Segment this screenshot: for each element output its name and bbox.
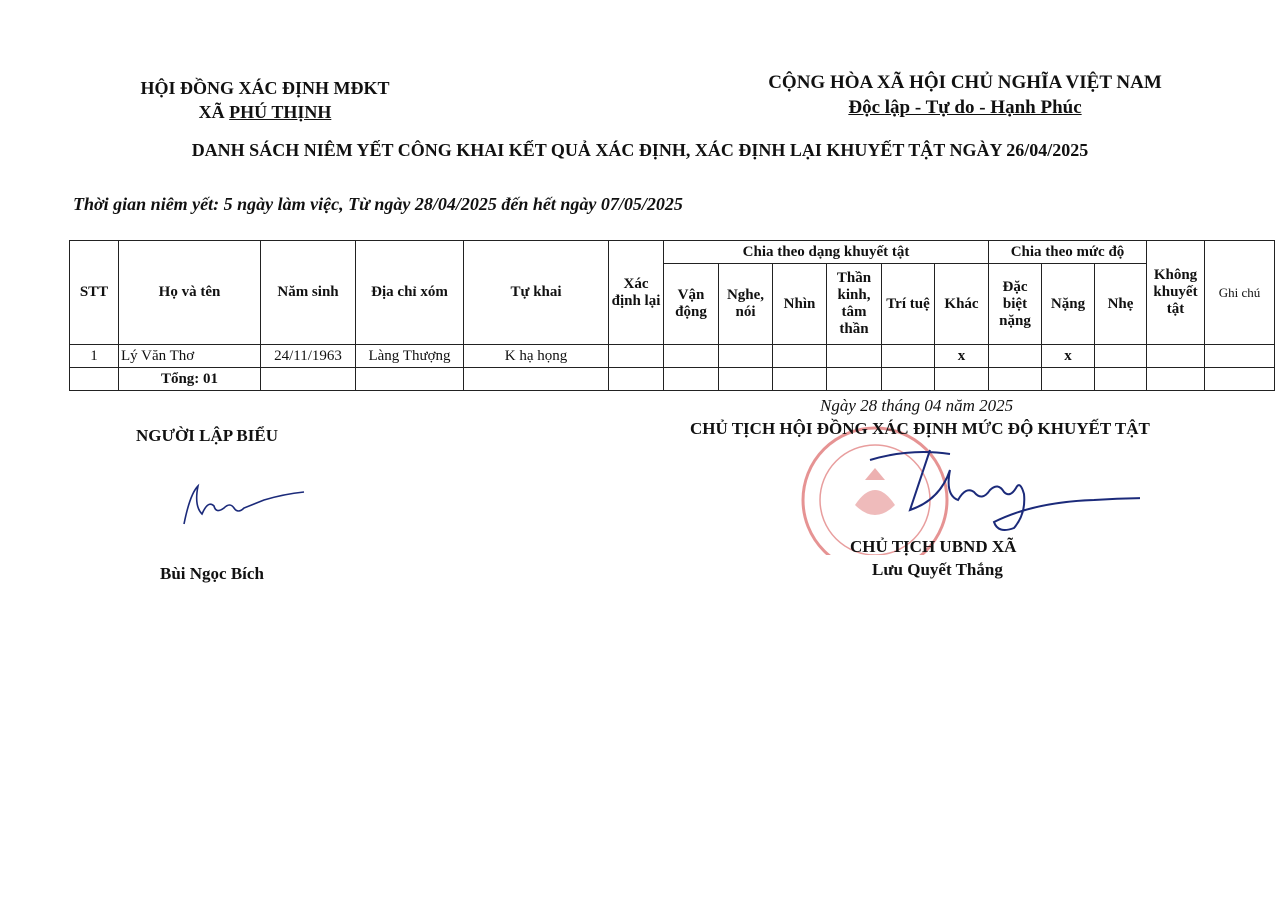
total-row	[70, 368, 1275, 391]
header-mobility: Vận động	[664, 264, 719, 345]
header-declared: Tự khai	[464, 241, 609, 345]
creator-name: Bùi Ngọc Bích	[160, 564, 264, 583]
total-empty-cell	[70, 368, 119, 391]
header-very-severe: Đặc biệt nặng	[989, 264, 1042, 345]
header-group-level: Chia theo mức độ	[989, 241, 1147, 264]
cell-vision	[773, 345, 827, 368]
cell-mild	[1095, 345, 1147, 368]
cell-neuro-mental	[827, 345, 882, 368]
cell-severe: x	[1042, 345, 1095, 368]
national-motto	[740, 95, 1190, 120]
header-hearing-speech: Nghe, nói	[719, 264, 773, 345]
commune-prefix: XÃ	[198, 102, 230, 122]
national-title: CỘNG HÒA XÃ HỘI CHỦ NGHĨA VIỆT NAM	[768, 72, 1162, 93]
header-stt: STT	[70, 241, 119, 345]
national-header	[740, 70, 1190, 120]
table-row	[70, 345, 1275, 368]
header-address: Địa chỉ xóm	[356, 241, 464, 345]
header-intellectual: Trí tuệ	[882, 264, 935, 345]
disability-table-container	[69, 240, 1275, 391]
cell-birth: 24/11/1963	[261, 345, 356, 368]
cell-very-severe	[989, 345, 1042, 368]
cell-hearing-speech	[719, 345, 773, 368]
chair-title: CHỦ TỊCH HỘI ĐỒNG XÁC ĐỊNH MỨC ĐỘ KHUYẾT TẬT	[690, 419, 1150, 438]
header-not-disabled: Không khuyết tật	[1147, 241, 1205, 345]
posting-period: Thời gian niêm yết: 5 ngày làm việc, Từ ngày 28/04/2025 đến hết ngày 07/05/2025	[73, 194, 683, 214]
cell-name: Lý Văn Thơ	[119, 345, 261, 368]
header-severe: Nặng	[1042, 264, 1095, 345]
header-neuro-mental: Thần kinh, tâm thần	[827, 264, 882, 345]
cell-declared: K hạ họng	[464, 345, 609, 368]
header-other: Khác	[935, 264, 989, 345]
header-birth: Năm sinh	[261, 241, 356, 345]
cell-intellectual	[882, 345, 935, 368]
council-header	[100, 76, 430, 124]
cell-address: Làng Thượng	[356, 345, 464, 368]
chair-position: CHỦ TỊCH UBND XÃ	[850, 537, 1017, 556]
chair-signature	[860, 440, 1140, 545]
header-note: Ghi chú	[1205, 241, 1275, 345]
creator-title: NGƯỜI LẬP BIỂU	[136, 426, 279, 445]
header-mild: Nhẹ	[1095, 264, 1147, 345]
header-vision: Nhìn	[773, 264, 827, 345]
cell-stt: 1	[70, 345, 119, 368]
council-name: HỘI ĐỒNG XÁC ĐỊNH MĐKT	[140, 78, 390, 98]
commune-name	[100, 100, 430, 124]
creator-signature	[176, 482, 306, 537]
total-label: Tổng: 01	[119, 368, 261, 391]
commune-name-underlined: PHÚ THỊNH	[229, 102, 332, 122]
cell-not-disabled	[1147, 345, 1205, 368]
header-redetermine: Xác định lại	[609, 241, 664, 345]
cell-note	[1205, 345, 1275, 368]
header-name: Họ và tên	[119, 241, 261, 345]
document-title: DANH SÁCH NIÊM YẾT CÔNG KHAI KẾT QUẢ XÁC ĐỊNH, XÁC ĐỊNH LẠI KHUYẾT TẬT NGÀY 26/04/2025	[191, 140, 1089, 160]
header-group-type: Chia theo dạng khuyết tật	[664, 241, 989, 264]
disability-table	[69, 240, 1275, 391]
cell-redetermine	[609, 345, 664, 368]
signing-date: Ngày 28 tháng 04 năm 2025	[820, 396, 1014, 415]
cell-mobility	[664, 345, 719, 368]
chair-name: Lưu Quyết Thắng	[872, 560, 1003, 579]
cell-other: x	[935, 345, 989, 368]
national-motto-text: Độc lập - Tự do - Hạnh Phúc	[848, 97, 1082, 118]
